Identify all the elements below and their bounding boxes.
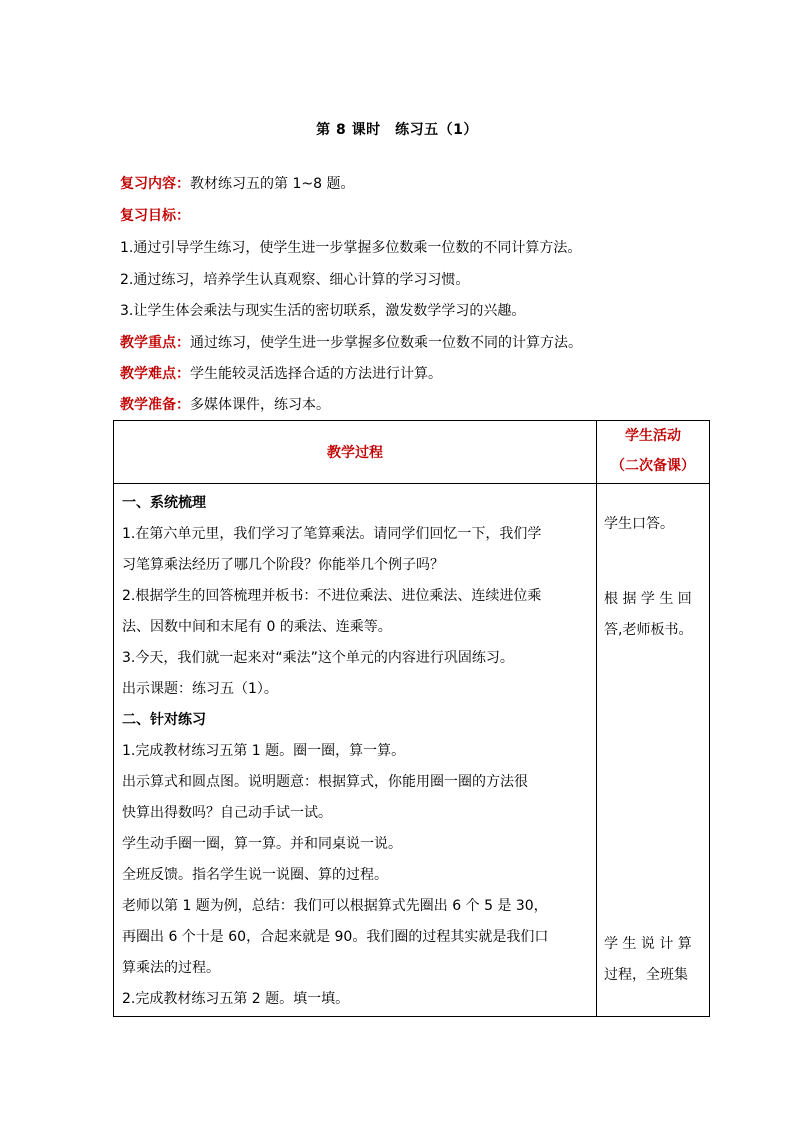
key-point-label: 教学重点： bbox=[120, 335, 190, 351]
activity-header-line1: 学生活动 bbox=[625, 428, 681, 444]
key-point-line bbox=[120, 332, 582, 352]
preparation-text: 多媒体课件，练习本。 bbox=[190, 397, 330, 413]
content-line: 2.完成教材练习五第 2 题。填一填。 bbox=[122, 991, 350, 1007]
content-line: 出示算式和圆点图。说明题意：根据算式，你能用圈一圈的方法很 bbox=[122, 774, 528, 790]
goal-item: 1.通过引导学生练习，使学生进一步掌握多位数乘一位数的不同计算方法。 bbox=[120, 240, 582, 256]
activity-header bbox=[597, 421, 710, 484]
activity-note-line: 过程，全班集 bbox=[604, 967, 688, 983]
activity-header-line2: （二次备课） bbox=[611, 458, 695, 474]
content-line: 快算出得数吗？自己动手试一试。 bbox=[122, 805, 332, 821]
content-line: 1.完成教材练习五第 1 题。圈一圈，算一算。 bbox=[122, 743, 406, 759]
difficult-point-label: 教学难点： bbox=[120, 366, 190, 382]
activity-note-line: 学 生 说 计 算 bbox=[604, 936, 692, 952]
key-point-text: 通过练习，使学生进一步掌握多位数乘一位数不同的计算方法。 bbox=[190, 335, 582, 351]
content-line: 出示课题：练习五（1）。 bbox=[122, 681, 278, 697]
process-header: 教学过程 bbox=[114, 421, 597, 484]
process-content bbox=[114, 484, 597, 1017]
difficult-point-line bbox=[120, 363, 442, 383]
difficult-point-text: 学生能较灵活选择合适的方法进行计算。 bbox=[190, 366, 442, 382]
table-header-row bbox=[114, 421, 710, 484]
goal-item: 3.让学生体会乘法与现实生活的密切联系，激发数学学习的兴趣。 bbox=[120, 303, 526, 319]
activity-note bbox=[604, 509, 704, 540]
table-body-row bbox=[114, 484, 710, 1017]
content-line: 1.在第六单元里，我们学习了笔算乘法。请同学们回忆一下，我们学 bbox=[122, 526, 542, 542]
lesson-table bbox=[113, 420, 710, 1017]
review-goals-label: 复习目标： bbox=[120, 208, 190, 224]
activity-note-line: 答,老师板书。 bbox=[604, 622, 693, 638]
activity-content bbox=[597, 484, 710, 1017]
review-goals-heading bbox=[120, 205, 190, 225]
content-line: 全班反馈。指名学生说一说圈、算的过程。 bbox=[122, 867, 388, 883]
preparation-label: 教学准备： bbox=[120, 397, 190, 413]
content-line: 2.根据学生的回答梳理并板书：不进位乘法、进位乘法、连续进位乘 bbox=[122, 588, 542, 604]
review-content-line bbox=[120, 173, 354, 193]
activity-note-line: 根 据 学 生 回 bbox=[604, 591, 692, 607]
content-line: 老师以第 1 题为例，总结：我们可以根据算式先圈出 6 个 5 是 30， bbox=[122, 898, 548, 914]
content-line: 习笔算乘法经历了哪几个阶段？你能举几个例子吗？ bbox=[122, 557, 444, 573]
content-line: 算乘法的过程。 bbox=[122, 960, 220, 976]
activity-note-line: 学生口答。 bbox=[604, 516, 674, 532]
activity-note bbox=[604, 929, 704, 991]
review-content-text: 教材练习五的第 1~8 题。 bbox=[190, 176, 355, 192]
activity-note bbox=[604, 584, 704, 646]
section-heading: 二、针对练习 bbox=[122, 712, 206, 728]
content-line: 再圈出 6 个十是 60，合起来就是 90。我们圈的过程其实就是我们口 bbox=[122, 929, 549, 945]
goal-item: 2.通过练习，培养学生认真观察、细心计算的学习习惯。 bbox=[120, 272, 470, 288]
content-line: 法、因数中间和末尾有 0 的乘法、连乘等。 bbox=[122, 619, 392, 635]
review-content-label: 复习内容： bbox=[120, 176, 190, 192]
content-line: 学生动手圈一圈，算一算。并和同桌说一说。 bbox=[122, 836, 402, 852]
preparation-line bbox=[120, 394, 330, 414]
section-heading: 一、系统梳理 bbox=[122, 495, 206, 511]
page-title: 第 8 课时 练习五（1） bbox=[316, 122, 478, 138]
content-line: 3.今天，我们就一起来对“乘法”这个单元的内容进行巩固练习。 bbox=[122, 650, 514, 666]
